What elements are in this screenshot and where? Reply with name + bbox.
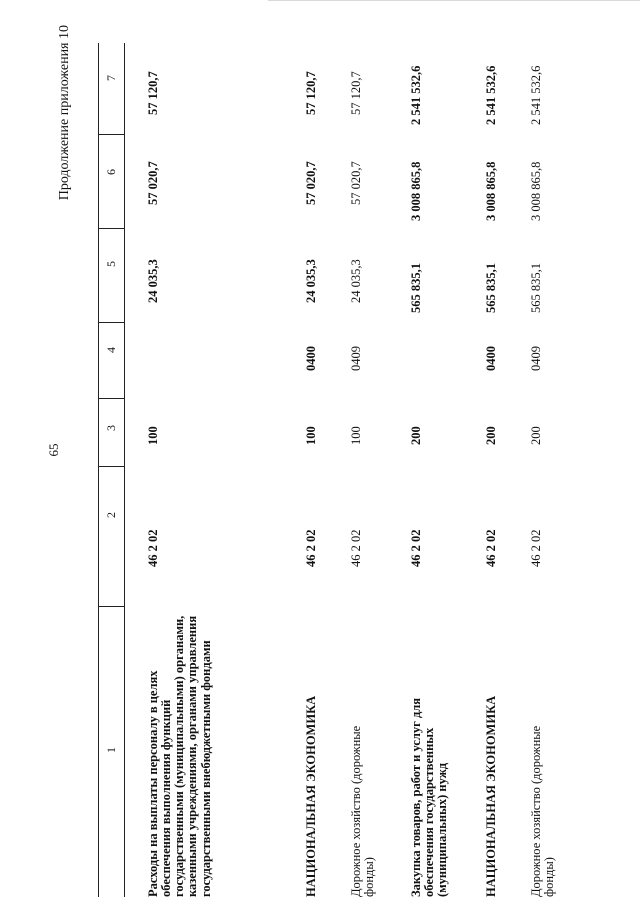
row-rzpr: 0400 [484, 346, 498, 371]
col-number-3: 3 [104, 425, 118, 431]
row-vr: 100 [349, 426, 363, 445]
row-name: Расходы на выплаты персоналу в целях обеспечения выполнения функций государственными (муниципальными) органами, казенными учреждениями, органами управления государственными внебюджетными фондами [146, 615, 213, 897]
row-value-7: 57 120,7 [349, 71, 363, 115]
row-csr: 46 2 02 [349, 529, 363, 567]
row-value-5: 24 035,3 [349, 259, 363, 303]
col-number-6: 6 [104, 169, 118, 175]
row-csr: 46 2 02 [484, 529, 498, 567]
col-divider [98, 228, 124, 229]
row-value-5: 565 835,1 [409, 263, 423, 313]
col-divider [98, 606, 124, 607]
row-vr: 200 [529, 426, 543, 445]
row-csr: 46 2 02 [409, 529, 423, 567]
row-csr: 46 2 02 [146, 529, 160, 567]
row-value-6: 3 008 865,8 [484, 161, 498, 221]
row-name: Дорожное хозяйство (дорожные фонды) [349, 725, 377, 897]
page-number: 65 [46, 443, 61, 457]
table-header-border [124, 43, 125, 897]
row-rzpr: 0400 [304, 346, 318, 371]
row-value-6: 3 008 865,8 [529, 161, 543, 221]
row-value-7: 57 120,7 [304, 71, 318, 115]
row-rzpr: 0409 [349, 346, 363, 371]
col-number-2: 2 [104, 512, 118, 518]
row-value-5: 24 035,3 [146, 259, 160, 303]
col-divider [98, 466, 124, 467]
col-number-7: 7 [104, 75, 118, 81]
row-value-5: 565 835,1 [484, 263, 498, 313]
row-value-6: 57 020,7 [304, 161, 318, 205]
row-csr: 46 2 02 [529, 529, 543, 567]
row-name: Дорожное хозяйство (дорожные фонды) [529, 725, 557, 897]
col-divider [98, 398, 124, 399]
row-name: Закупка товаров, работ и услуг для обеспечения государственных (муниципальных) нужд [409, 697, 450, 897]
row-vr: 200 [484, 426, 498, 445]
col-number-5: 5 [104, 261, 118, 267]
row-value-5: 565 835,1 [529, 263, 543, 313]
row-value-6: 3 008 865,8 [409, 161, 423, 221]
col-number-4: 4 [104, 347, 118, 353]
row-value-6: 57 020,7 [146, 161, 160, 205]
row-name: НАЦИОНАЛЬНАЯ ЭКОНОМИКА [484, 695, 498, 897]
table-top-border [98, 43, 99, 897]
row-vr: 200 [409, 426, 423, 445]
col-divider [98, 322, 124, 323]
row-csr: 46 2 02 [304, 529, 318, 567]
col-number-1: 1 [104, 747, 118, 753]
row-value-6: 57 020,7 [349, 161, 363, 205]
row-value-7: 2 541 532,6 [529, 65, 543, 125]
appendix-caption: Продолжение приложения 10 [57, 25, 72, 201]
row-value-5: 24 035,3 [304, 259, 318, 303]
row-vr: 100 [146, 426, 160, 445]
row-vr: 100 [304, 426, 318, 445]
col-divider [98, 134, 124, 135]
row-value-7: 2 541 532,6 [409, 65, 423, 125]
row-name: НАЦИОНАЛЬНАЯ ЭКОНОМИКА [304, 695, 318, 897]
row-value-7: 57 120,7 [146, 71, 160, 115]
row-value-7: 2 541 532,6 [484, 65, 498, 125]
row-rzpr: 0409 [529, 346, 543, 371]
